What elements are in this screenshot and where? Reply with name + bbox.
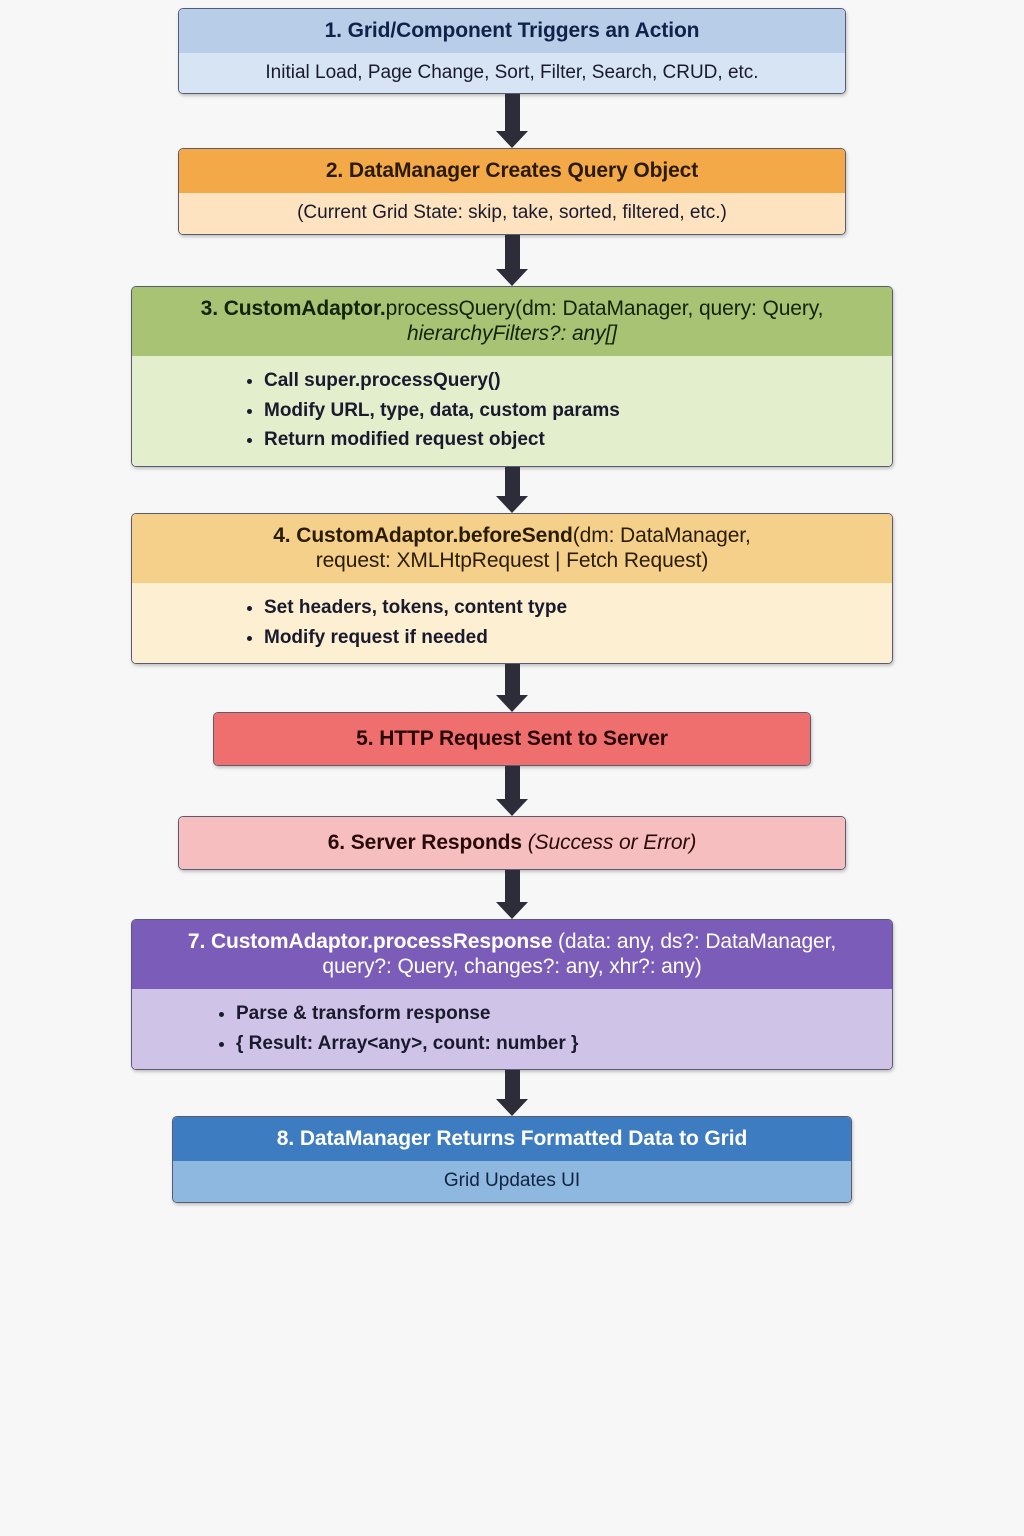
flow-node-step-1-subtitle: Initial Load, Page Change, Sort, Filter, Search, CRUD, etc. (179, 53, 845, 94)
flow-node-step-4-title-light2: request: XMLHtpRequest | Fetch Request) (315, 549, 709, 573)
list-item: • Modify request if needed (264, 626, 878, 651)
list-item: • { Result: Array<any>, count: number } (236, 1032, 878, 1057)
flow-node-step-6-title-italic: (Success or Error) (527, 831, 697, 855)
flow-node-step-7-title-bold: 7. CustomAdaptor.processResponse (187, 929, 553, 953)
flow-node-step-4-body (132, 583, 892, 663)
flow-node-step-4 (131, 513, 893, 665)
flow-node-step-7-title-light2: query?: Query, changes?: any, xhr?: any) (322, 955, 702, 979)
flow-node-step-4-title (132, 514, 892, 583)
arrow-4-to-5 (497, 664, 527, 712)
flow-node-step-3-title-bold: 3. CustomAdaptor. (200, 296, 386, 320)
flow-node-step-3 (131, 286, 893, 467)
flow-node-step-1 (178, 8, 846, 94)
list-item: • Set headers, tokens, content type (264, 596, 878, 621)
flow-node-step-3-title-light: processQuery(dm: DataManager, query: Query, (385, 296, 824, 320)
flow-node-step-8-title: 8. DataManager Returns Formatted Data to Grid (173, 1117, 851, 1161)
arrow-7-to-8 (497, 1070, 527, 1116)
flow-node-step-5 (213, 712, 811, 766)
flow-node-step-7-title (132, 920, 892, 989)
arrow-1-to-2 (497, 94, 527, 148)
flow-node-step-8 (172, 1116, 852, 1202)
flow-node-step-4-title-bold: 4. CustomAdaptor.beforeSend (273, 523, 573, 547)
list-item: • Parse & transform response (236, 1002, 878, 1027)
flow-node-step-6-title-bold: 6. Server Responds (327, 831, 528, 855)
arrow-5-to-6 (497, 766, 527, 816)
arrow-6-to-7 (497, 870, 527, 919)
flow-node-step-7-title-light: (data: any, ds?: DataManager, (552, 929, 837, 953)
flow-node-step-4-title-light: (dm: DataManager, (572, 523, 751, 547)
flow-node-step-7-body (132, 989, 892, 1069)
list-item: • Return modified request object (264, 428, 878, 453)
flow-node-step-2-subtitle: (Current Grid State: skip, take, sorted, filtered, etc.) (179, 193, 845, 234)
arrow-3-to-4 (497, 467, 527, 513)
flow-node-step-2-title: 2. DataManager Creates Query Object (179, 149, 845, 193)
flow-node-step-7 (131, 919, 893, 1071)
flow-node-step-6-title (179, 817, 845, 869)
flow-node-step-3-title-italic: hierarchyFilters?: any[] (406, 322, 617, 346)
flow-node-step-6 (178, 816, 846, 870)
flow-node-step-8-subtitle: Grid Updates UI (173, 1161, 851, 1202)
flow-node-step-3-title (132, 287, 892, 356)
flow-node-step-1-title: 1. Grid/Component Triggers an Action (179, 9, 845, 53)
list-item: • Modify URL, type, data, custom params (264, 399, 878, 424)
flow-node-step-5-title: 5. HTTP Request Sent to Server (214, 713, 810, 765)
list-item: • Call super.processQuery() (264, 369, 878, 394)
flow-node-step-2 (178, 148, 846, 234)
arrow-2-to-3 (497, 235, 527, 286)
flow-node-step-3-body (132, 356, 892, 466)
